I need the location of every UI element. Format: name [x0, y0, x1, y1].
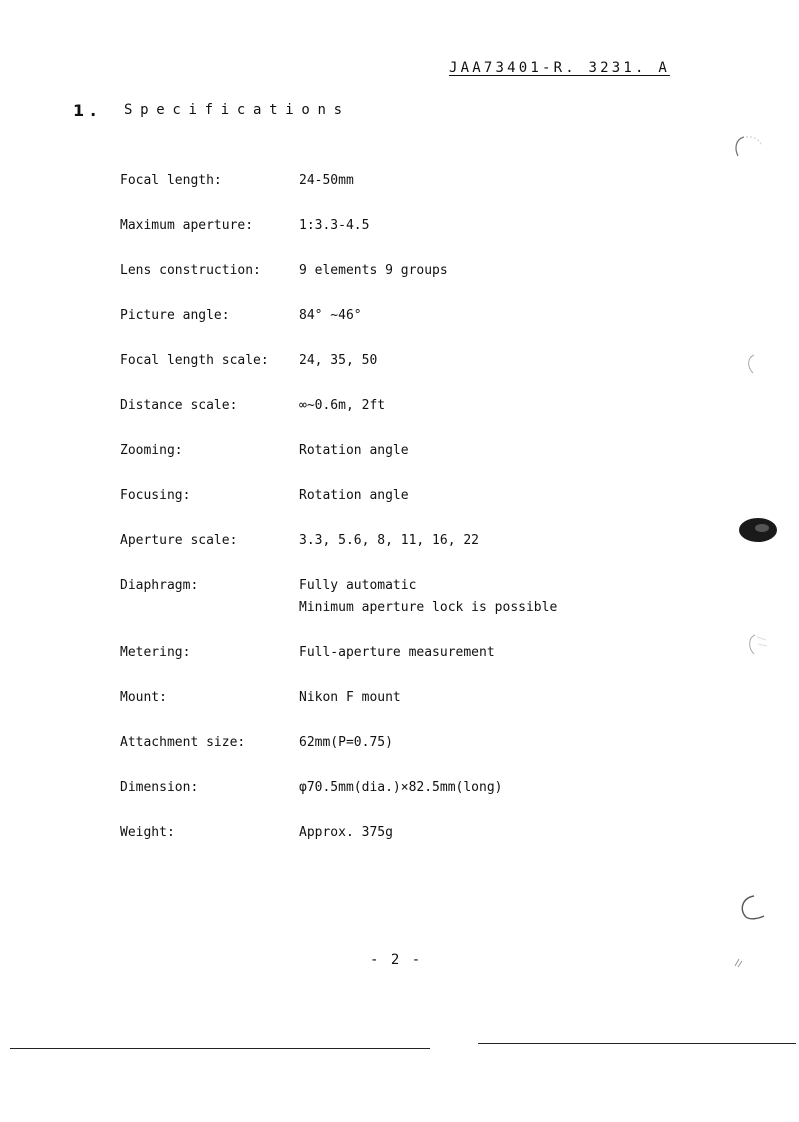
punch-hole-mark [744, 352, 768, 376]
punch-hole-mark [736, 892, 772, 922]
spec-row-attachment-size [120, 732, 557, 754]
spec-row-dimension [120, 777, 557, 799]
spec-value: φ70.5mm(dia.)×82.5mm(long) [299, 780, 503, 795]
section-number: 1. [73, 101, 103, 120]
punch-hole-mark [738, 516, 780, 546]
spec-label: Attachment size: [120, 735, 246, 750]
spec-row-focal-length [120, 170, 557, 192]
spec-label: Focusing: [120, 488, 191, 503]
spec-label: Maximum aperture: [120, 218, 254, 233]
spec-value: Rotation angle [299, 488, 409, 503]
footer-rule-left [10, 1048, 430, 1049]
spec-row-picture-angle [120, 305, 557, 327]
spec-value: 62mm(P=0.75) [299, 735, 393, 750]
punch-hole-mark [730, 134, 766, 160]
spec-label: Weight: [120, 825, 175, 840]
spec-value: 9 elements 9 groups [299, 263, 448, 278]
spec-row-weight [120, 822, 557, 844]
spec-value: 1:3.3-4.5 [299, 218, 370, 233]
spec-label: Focal length: [120, 173, 222, 188]
spec-label: Focal length scale: [120, 353, 269, 368]
spec-value: 3.3, 5.6, 8, 11, 16, 22 [299, 533, 480, 548]
spec-row-diaphragm [120, 575, 557, 619]
document-code: JAA73401-R. 3231. A [449, 60, 670, 76]
page-number: - 2 - [370, 952, 423, 968]
punch-hole-mark [732, 956, 746, 970]
spec-label: Lens construction: [120, 263, 261, 278]
spec-label: Distance scale: [120, 398, 238, 413]
spec-value: ∞~0.6m, 2ft [299, 398, 386, 413]
specifications-list [120, 170, 557, 867]
punch-hole-mark [744, 632, 772, 658]
spec-value: Fully automatic Minimum aperture lock is possible [299, 578, 558, 615]
footer-rule-right [478, 1043, 796, 1044]
spec-value: Approx. 375g [299, 825, 393, 840]
spec-label: Picture angle: [120, 308, 230, 323]
spec-value: Full-aperture measurement [299, 645, 495, 660]
spec-label: Aperture scale: [120, 533, 238, 548]
spec-value: 24, 35, 50 [299, 353, 378, 368]
spec-label: Mount: [120, 690, 167, 705]
spec-row-metering [120, 642, 557, 664]
section-title: Specifications [124, 102, 350, 118]
spec-row-focal-length-scale [120, 350, 557, 372]
spec-value: Nikon F mount [299, 690, 401, 705]
spec-value: Rotation angle [299, 443, 409, 458]
spec-row-aperture-scale [120, 530, 557, 552]
spec-row-zooming [120, 440, 557, 462]
spec-value: 24-50mm [299, 173, 354, 188]
spec-value: 84° ~46° [299, 308, 362, 323]
spec-row-mount [120, 687, 557, 709]
spec-row-maximum-aperture [120, 215, 557, 237]
spec-row-distance-scale [120, 395, 557, 417]
spec-label: Metering: [120, 645, 191, 660]
spec-label: Dimension: [120, 780, 199, 795]
spec-label: Diaphragm: [120, 578, 199, 593]
spec-row-focusing [120, 485, 557, 507]
spec-row-lens-construction [120, 260, 557, 282]
spec-label: Zooming: [120, 443, 183, 458]
